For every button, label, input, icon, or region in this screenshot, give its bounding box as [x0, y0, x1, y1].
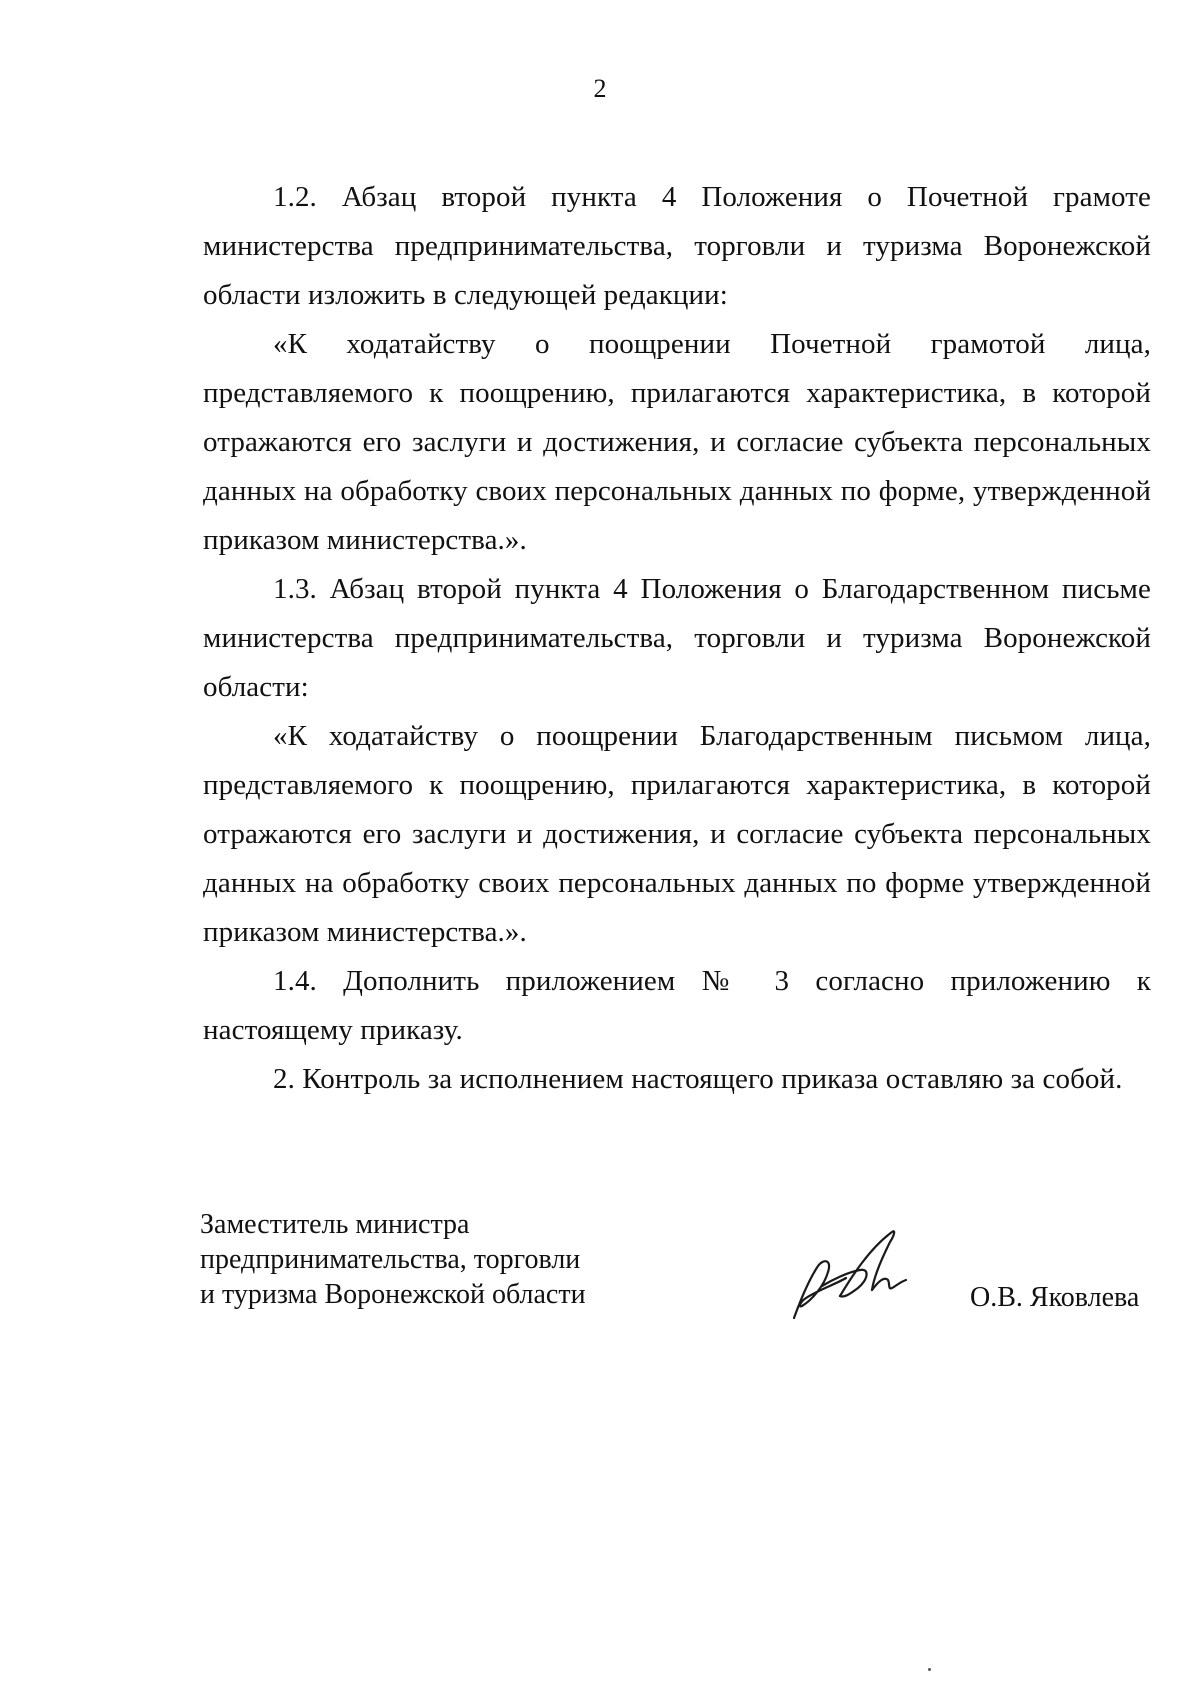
- signer-position: [200, 1207, 620, 1312]
- signer-name: О.В. Яковлева: [970, 1282, 1140, 1313]
- page-number: 2: [593, 74, 607, 103]
- handwritten-signature: [788, 1226, 938, 1326]
- signer-position-line: и туризма Воронежской области: [200, 1279, 586, 1310]
- paragraph-quote-gramota: «К ходатайству о поощрении Почетной грамотой лица, представляемого к поощрению, прилагаются характеристика, в которой отражаются его заслуги и достижения, и согласие субъекта персональных данных на обработку своих персональных данных по форме, утвержденной приказом министерства.».: [203, 328, 1151, 556]
- document-body: [203, 173, 1151, 1104]
- scan-speck: [928, 1668, 931, 1671]
- paragraph-1-3: 1.3. Абзац второй пункта 4 Положения о Благодарственном письме министерства предпринимательства, торговли и туризма Воронежской области:: [203, 573, 1151, 703]
- signer-position-line: Заместитель министра: [200, 1209, 470, 1240]
- paragraph-1-4: 1.4. Дополнить приложением № 3 согласно приложению к настоящему приказу.: [203, 965, 1151, 1046]
- signer-position-line: предпринимательства, торговли: [200, 1244, 581, 1275]
- paragraph-quote-letter: «К ходатайству о поощрении Благодарственным письмом лица, представляемого к поощрению, прилагаются характеристика, в которой отражаются его заслуги и достижения, и согласие субъекта персональных данных на обработку своих персональных данных по форме утвержденной приказом министерства.».: [203, 720, 1151, 948]
- paragraph-1-2: 1.2. Абзац второй пункта 4 Положения о Почетной грамоте министерства предпринимательства, торговли и туризма Воронежской области изложить в следующей редакции:: [203, 181, 1151, 311]
- paragraph-2: 2. Контроль за исполнением настоящего приказа оставляю за собой.: [273, 1063, 1123, 1095]
